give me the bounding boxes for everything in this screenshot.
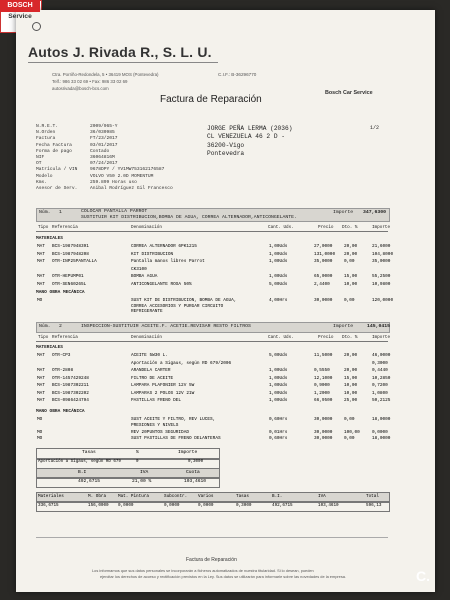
item-denominacion: REV 20PUNTOS SEGURIDAD	[131, 429, 189, 435]
totals-header: Total	[366, 494, 379, 499]
client-province: Pontevedra	[207, 150, 245, 157]
item-precio: 66,9500	[314, 398, 333, 403]
meta-value: Anibal Rodríguez Gil Francesco	[90, 186, 173, 191]
watermark: C.	[416, 568, 430, 584]
meta-label: N.R.E.T.	[36, 124, 59, 129]
footer-title: Factura de Reparación	[186, 557, 237, 563]
col-cant: Cant. Uds.	[268, 335, 294, 340]
item-importe: 55,2500	[372, 274, 391, 279]
item-dto: 15,00	[344, 375, 358, 381]
item-ref: OTR-2808	[52, 368, 74, 373]
item-denominacion: CORREA ACCESORIOS Y PURGAR CIRCUITO	[131, 303, 224, 309]
totals-value: 336,6715	[38, 503, 59, 508]
item-tipo: MAT	[37, 398, 45, 403]
section-2-header	[36, 322, 390, 333]
tasas-pct: 0	[136, 460, 139, 464]
meta-label: Fecha Factura	[36, 142, 72, 148]
item-importe: 50,2125	[372, 398, 391, 403]
service-logo-text: Service	[8, 13, 32, 20]
legal-text-line-2: ejercitar los derechos de acceso y rectificación previstos en la Ley. Sus datos se utilizarán para informarle sobre las novedades de la empresa.	[100, 574, 347, 579]
col-tipo: Tipo	[38, 335, 49, 340]
meta-value: FT/23/2017	[90, 136, 118, 142]
totals-header: IVA	[318, 494, 326, 499]
item-tipo: MAT	[37, 368, 45, 373]
item-dto: 20,00	[344, 368, 358, 373]
column-header	[36, 225, 391, 232]
item-denominacion: CORREA ALTERNADOR 6PK1215	[131, 244, 197, 249]
item-denominacion: SUST PASTILLAS DE FRENO DELANTERAS	[131, 435, 221, 441]
item-precio: 30,0000	[314, 429, 333, 435]
meta-label: Modelo	[36, 173, 53, 179]
legal-text-line-1: Los informamos que sus datos personales se incorporarán a ficheros automatizados de nuestra titularidad. Si lo desean, pueden	[92, 568, 314, 573]
page-number: 1/2	[370, 125, 380, 131]
tasas-header: Tasas	[82, 450, 96, 455]
col-precio: Precio	[318, 335, 334, 340]
item-cant: 4,00Hrs	[269, 298, 288, 303]
meta-label: Asesor de Serv.	[36, 186, 78, 191]
bi-header: B.I	[78, 470, 87, 475]
item-denominacion: LAMPARA PLAFONIER 12V 5W	[131, 383, 195, 388]
col-tipo: Tipo	[38, 225, 49, 230]
document-title: Factura de Reparación	[160, 94, 262, 105]
item-tipo: MO	[37, 417, 43, 422]
item-dto: 10,00	[344, 383, 358, 388]
item-tipo: MO	[37, 298, 43, 303]
item-dto: 0,00	[344, 417, 355, 422]
client-name: JORGE PEÑA LERMA (2036)	[207, 125, 293, 132]
totals-header: M. Obra	[88, 494, 107, 499]
item-tipo: MAT	[37, 281, 45, 287]
item-denominacion: ACEITE 5W30 L.	[131, 353, 168, 358]
item-denominacion: BOMBA AGUA	[131, 274, 158, 279]
col-precio: Precio	[318, 225, 334, 230]
mano-obra-label: MANO OBRA MECÁNICA	[36, 290, 85, 295]
totals-value: 0,0000	[198, 503, 214, 508]
totals-value: 596,13	[366, 503, 382, 508]
item-precio: 0,9000	[314, 383, 330, 388]
item-dto: 20,00	[344, 244, 358, 249]
client-street: CL VENEZUELA 46 2 D -	[207, 133, 285, 140]
item-precio: 65,0000	[314, 274, 333, 279]
col-importe: Importe	[372, 335, 391, 340]
totals-value: 0,3000	[236, 503, 252, 508]
item-importe: 10,9800	[372, 281, 391, 287]
item-tipo: MAT	[37, 251, 45, 257]
item-denominacion: SUST ACEITE Y FILTRO, REV LUCES,	[131, 417, 216, 422]
meta-label: Matrícula / VIN	[36, 167, 78, 173]
tasas-importe: 0,3000	[188, 460, 204, 464]
tasas-importe-header: Importe	[178, 450, 198, 455]
section-num-label: Núm.	[39, 324, 51, 329]
item-tipo: MAT	[37, 375, 45, 381]
item-ref: BCS-0986424794	[52, 398, 89, 403]
bosch-armature-icon	[32, 22, 41, 31]
bi-value: 492,6715	[78, 479, 101, 484]
item-denominacion: ARANDELA CARTER	[131, 368, 171, 373]
item-dto: 20,00	[344, 251, 358, 257]
section-title: COLOCAR PANTALLA PARROT	[81, 209, 148, 214]
item-tipo: MAT	[37, 383, 45, 388]
meta-value: 36064816M	[90, 155, 115, 160]
item-cant: 0,01Hrs	[269, 429, 288, 435]
item-dto: 15,00	[344, 274, 358, 279]
item-tipo: MAT	[37, 390, 45, 396]
meta-value: 259.899 Horas uso	[90, 179, 137, 185]
section-num: 2	[59, 324, 62, 329]
section-title: INSPECCION-SUSTITUIR ACEITE.F. ACETIE.REVISAR RESTO FILTROS	[81, 324, 251, 329]
item-precio: 27,0000	[314, 244, 333, 249]
item-dto: 0,00	[344, 259, 355, 264]
item-ref: BCS-1987302202	[52, 390, 89, 396]
tasas-pct-header: %	[136, 450, 139, 455]
item-precio: 30,0000	[314, 435, 333, 441]
bosch-logo-text: BOSCH	[0, 0, 40, 12]
item-importe: 0,4440	[372, 368, 388, 373]
totals-header: Mat. Pintura	[118, 494, 149, 499]
meta-label: Kms.	[36, 179, 48, 185]
item-dto: 0,00	[344, 435, 355, 441]
section-importe: 145,0415	[367, 324, 391, 329]
item-dto: 25,00	[344, 398, 358, 403]
item-ref: OTR-INP25PANTALLA	[52, 259, 97, 264]
item-cant: 1,00Uds	[269, 259, 288, 264]
item-importe: 21,6000	[372, 244, 391, 249]
item-ref: OTR-HEPUMP01	[52, 274, 84, 279]
item-cant: 0,60Hrs	[269, 417, 288, 422]
item-tipo: MO	[37, 429, 43, 435]
item-importe: 18,0000	[372, 417, 391, 422]
meta-label: Factura	[36, 136, 56, 142]
item-cant: 1,00Uds	[269, 390, 288, 396]
item-denominacion: Aportación a Sigaus, según RD 679/2006	[131, 360, 232, 366]
footer-divider	[36, 537, 388, 538]
item-denominacion: REFRIGERANTE	[131, 309, 163, 314]
item-cant: 1,00Uds	[269, 375, 288, 381]
item-importe: 46,0000	[372, 353, 391, 358]
item-denominacion: PASTILLAS FRENO DEL	[131, 398, 182, 403]
logo-underline	[28, 62, 218, 63]
item-cant: 1,00Uds	[269, 274, 288, 279]
item-precio: 11,5000	[314, 353, 333, 358]
item-ref: OTR-1457429248	[52, 375, 89, 381]
iva-value: 21,00 %	[132, 479, 152, 484]
meta-label: OT	[36, 161, 42, 167]
section-1-header	[36, 208, 390, 222]
mano-obra-label: MANO OBRA MECÁNICA	[36, 409, 85, 414]
bosch-car-service-label: Bosch Car Service	[325, 90, 373, 96]
col-cant: Cant. Uds.	[268, 225, 294, 230]
company-email: autosrivada@bosch-bcs.com	[52, 86, 109, 91]
col-denominacion: Denominación	[131, 225, 162, 230]
totals-value: 103,4610	[318, 503, 339, 508]
item-importe: 0,0000	[372, 429, 388, 435]
iva-header: IVA	[140, 470, 149, 475]
item-denominacion: KIT DISTRIBUCION	[131, 251, 174, 257]
item-ref: OTR-SEN60265L	[52, 281, 87, 287]
meta-value: 36/030985	[90, 130, 115, 136]
item-ref: OTR-CP3	[52, 353, 71, 358]
item-precio: 2,4400	[314, 281, 330, 287]
item-ref: BCS-1987948208	[52, 251, 89, 257]
item-tipo: MAT	[37, 274, 45, 279]
item-precio: 0,5550	[314, 368, 330, 373]
item-cant: 1,00Uds	[269, 251, 288, 257]
company-phone: Telf.: 986 33 02 69 • Fax: 986 33 02 69	[52, 79, 128, 84]
meta-value: 2009/965-Y	[90, 124, 118, 129]
item-importe: 0,3000	[372, 360, 388, 366]
item-importe: 120,0000	[372, 298, 394, 303]
item-cant: 1,00Uds	[269, 383, 288, 388]
item-importe: 0,7200	[372, 383, 388, 388]
item-precio: 131,0000	[314, 251, 336, 257]
item-cant: 5,00Uds	[269, 353, 288, 358]
item-dto: 20,00	[344, 353, 358, 358]
totals-header: Varios	[198, 494, 214, 499]
col-referencia: Referencia	[52, 225, 78, 230]
item-dto: 10,00	[344, 390, 358, 396]
item-tipo: MAT	[37, 353, 45, 358]
materiales-label: MATERIALES	[36, 345, 64, 350]
item-denominacion: FILTRO DE ACEITE	[131, 375, 174, 381]
item-precio: 12,1000	[314, 375, 333, 381]
item-tipo: MAT	[37, 244, 45, 249]
item-ref: BCS-1987948391	[52, 244, 89, 249]
section-num-label: Núm.	[39, 210, 51, 215]
item-precio: 30,0000	[314, 417, 333, 422]
item-importe: 18,0000	[372, 435, 391, 441]
item-denominacion: LAMPARAS 2 POLOS 12V 21W	[131, 390, 195, 396]
item-denominacion: Pantalla manos libres Parrot	[131, 259, 205, 264]
meta-label: Forma de pago	[36, 148, 72, 154]
col-dto: Dto. %	[342, 225, 358, 230]
item-ref: BCS-1987302211	[52, 383, 89, 388]
col-referencia: Referencia	[52, 335, 78, 340]
item-denominacion: PRESIONES Y NIVELS	[131, 423, 179, 429]
item-cant: 1,00Uds	[269, 398, 288, 403]
section-num: 1	[59, 210, 62, 215]
totals-value: 492,6715	[272, 503, 293, 508]
totals-value: 0,0000	[118, 503, 134, 508]
item-dto: 0,00	[344, 298, 355, 303]
item-denominacion: ANTICONGELANTE ROSA 50%	[131, 281, 192, 287]
company-address: Ctra. Porriño-Redondela, 5 • 36419 MOS (Pontevedra)	[52, 72, 159, 77]
item-precio: 35,0000	[314, 259, 333, 264]
item-cant: 1,00Uds	[269, 368, 288, 373]
totals-header: Materiales	[38, 494, 64, 499]
meta-value: 9678DPY / YV1MW753162176587	[90, 167, 165, 173]
meta-value: 07/24/2017	[90, 161, 118, 167]
col-importe: Importe	[372, 225, 391, 230]
item-importe: 35,0000	[372, 259, 391, 264]
item-cant: 0,60Hrs	[269, 435, 288, 441]
meta-value: Contado	[90, 148, 110, 154]
totals-header: Tasas	[236, 494, 249, 499]
item-cant: 5,00Uds	[269, 281, 288, 287]
company-name: Autos J. Rivada R., S. L. U.	[28, 44, 212, 60]
col-dto: Dto. %	[342, 335, 358, 340]
item-dto: 10,00	[344, 281, 358, 287]
meta-label: NIF	[36, 155, 45, 160]
meta-value: 03/01/2017	[90, 142, 118, 148]
meta-value: VOLVO V50 2.0D MOMENTUM	[90, 173, 154, 179]
cuota-header: Cuota	[186, 470, 200, 475]
item-dto: 100,00	[344, 429, 360, 435]
item-importe: 104,8000	[372, 251, 394, 257]
meta-label: N.Orden	[36, 130, 56, 136]
item-denominacion: CK3100	[131, 266, 147, 272]
totals-value: 156,0000	[88, 503, 109, 508]
column-header	[36, 335, 391, 342]
tasas-concept: Aportación a Sigaus, según RD 679	[38, 460, 121, 464]
section-importe-label: Importe	[333, 210, 354, 215]
client-city: 36200-Vigo	[207, 142, 245, 149]
section-importe: 347,6300	[363, 210, 387, 215]
item-tipo: MO	[37, 435, 43, 441]
company-cif: C.I.F.: B-36296770	[218, 72, 257, 77]
item-tipo: MAT	[37, 259, 45, 264]
totals-value: 0,0000	[164, 503, 180, 508]
item-importe: 10,2850	[372, 375, 391, 381]
totals-header: Subcontr.	[164, 494, 188, 499]
totals-header: B.I.	[272, 494, 283, 499]
item-cant: 1,00Uds	[269, 244, 288, 249]
item-precio: 1,2000	[314, 390, 330, 396]
item-denominacion: SUST KIT DE DISTRIBUCION, BOMBA DE AGUA,	[131, 298, 237, 303]
col-denominacion: Denominación	[131, 335, 162, 340]
section-importe-label: Importe	[333, 324, 354, 329]
section-title: SUSTITUIR KIT DISTRIBUCION,BOMBA DE AGUA, CORREA ALTERNADOR,ANTICONGELANTE.	[81, 215, 297, 220]
materiales-label: MATERIALES	[36, 236, 64, 241]
cuota-value: 103,4610	[184, 479, 207, 484]
item-importe: 1,0800	[372, 390, 388, 396]
item-precio: 30,0000	[314, 298, 333, 303]
